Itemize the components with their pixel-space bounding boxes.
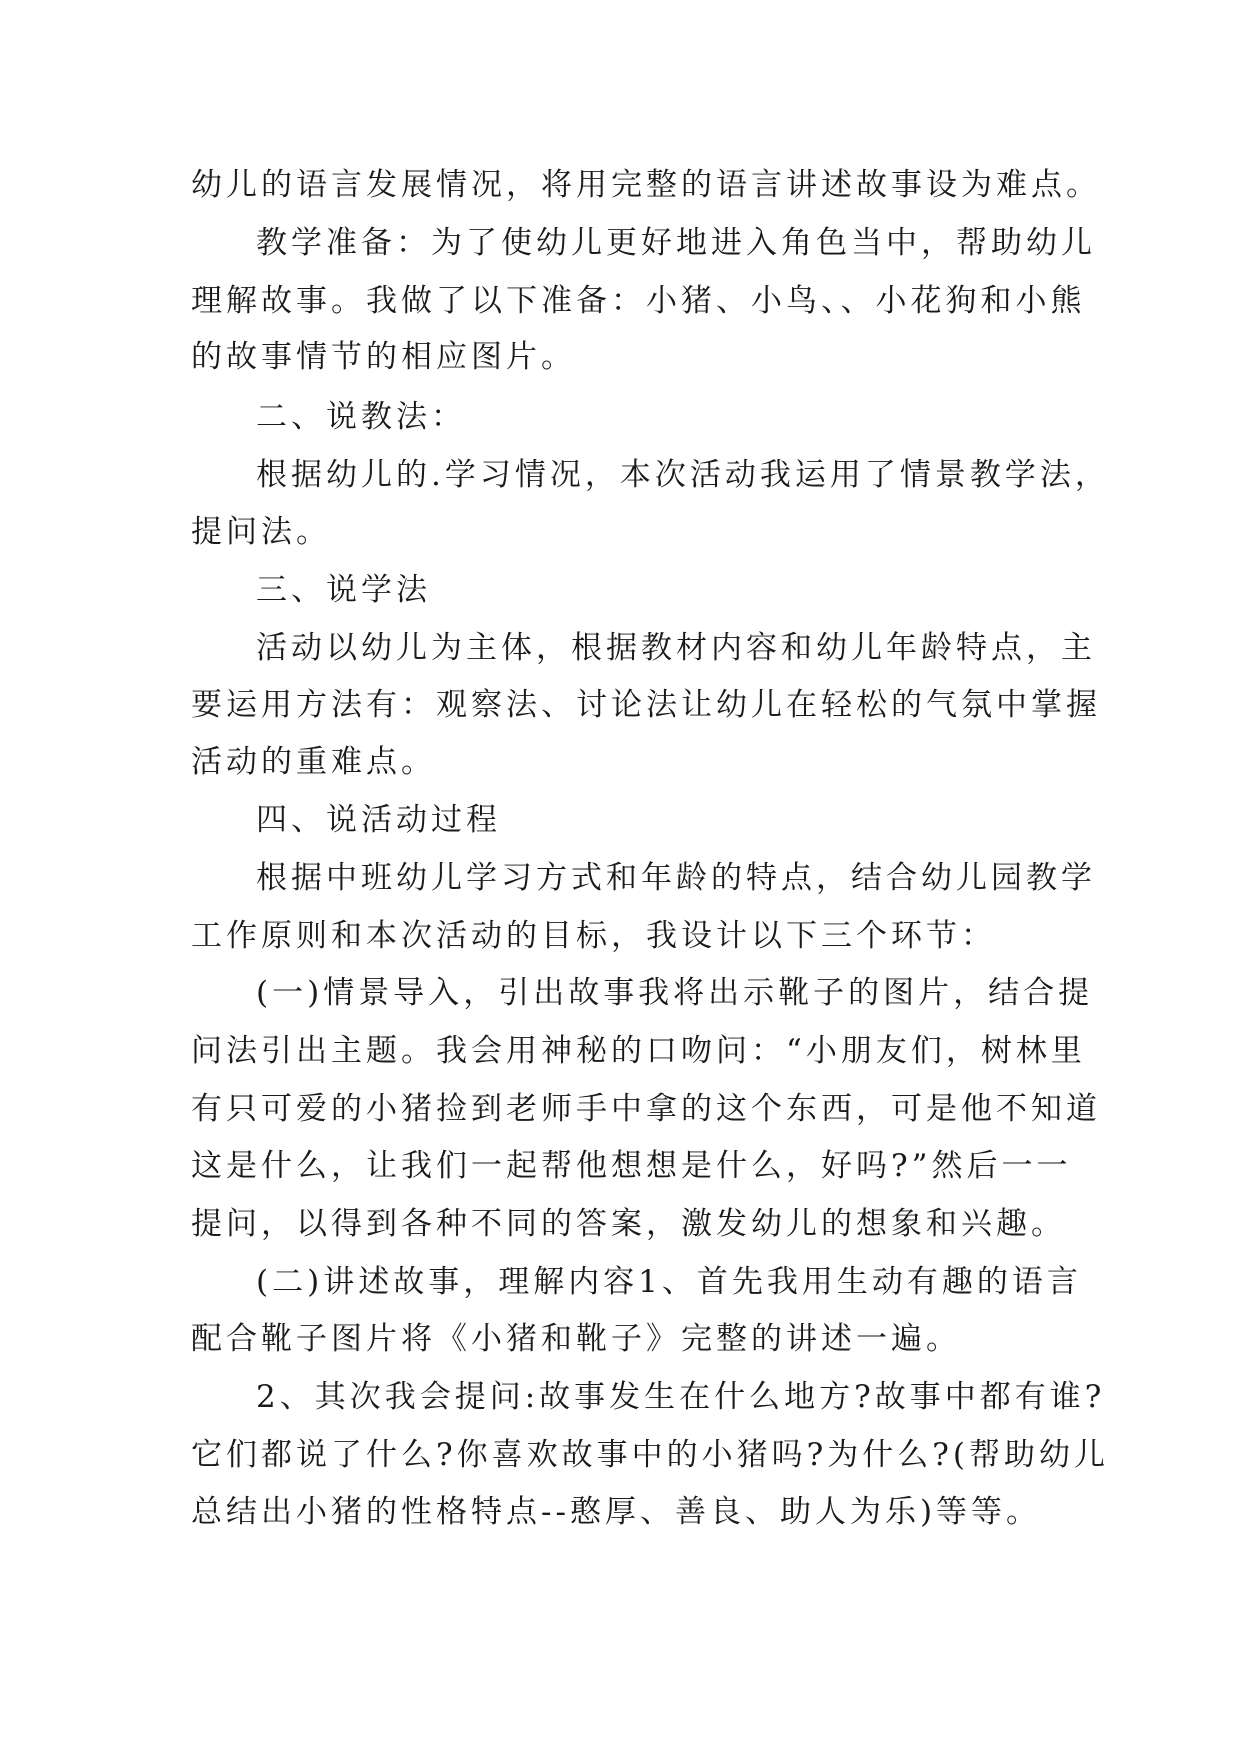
text-line: 提问，以得到各种不同的答案，激发幼儿的想象和兴趣。 (191, 1206, 1066, 1242)
section-heading: 四、说活动过程 (256, 802, 501, 838)
text-line: (一)情景导入，引出故事我将出示靴子的图片，结合提 (256, 975, 1094, 1011)
text-line: 它们都说了什么?你喜欢故事中的小猪吗?为什么?(帮助幼儿 (191, 1437, 1109, 1473)
text-line: 要运用方法有：观察法、讨论法让幼儿在轻松的气氛中掌握 (191, 687, 1101, 723)
text-line: (二)讲述故事，理解内容1、首先我用生动有趣的语言 (256, 1264, 1082, 1300)
section-heading: 二、说教法： (256, 399, 466, 435)
text-line: 总结出小猪的性格特点--憨厚、善良、助人为乐)等等。 (191, 1494, 1042, 1530)
text-line: 根据中班幼儿学习方式和年龄的特点，结合幼儿园教学 (256, 860, 1096, 896)
text-line: 的故事情节的相应图片。 (191, 339, 576, 375)
text-line: 问法引出主题。我会用神秘的口吻问：“小朋友们，树林里 (191, 1033, 1086, 1069)
text-line: 活动以幼儿为主体，根据教材内容和幼儿年龄特点，主 (256, 630, 1096, 666)
text-line: 提问法。 (191, 514, 331, 550)
text-line: 2、其次我会提问:故事发生在什么地方?故事中都有谁? (256, 1379, 1106, 1415)
text-line: 活动的重难点。 (191, 744, 436, 780)
section-heading: 三、说学法 (256, 572, 431, 608)
text-line: 根据幼儿的.学习情况，本次活动我运用了情景教学法， (256, 457, 1110, 493)
text-line: 理解故事。我做了以下准备：小猪、小鸟、、小花狗和小熊 (191, 283, 1086, 319)
text-line: 工作原则和本次活动的目标，我设计以下三个环节： (191, 918, 996, 954)
text-line: 幼儿的语言发展情况，将用完整的语言讲述故事设为难点。 (191, 167, 1101, 203)
text-line: 配合靴子图片将《小猪和靴子》完整的讲述一遍。 (191, 1321, 961, 1357)
text-line: 教学准备：为了使幼儿更好地进入角色当中，帮助幼儿 (256, 225, 1096, 261)
text-line: 有只可爱的小猪捡到老师手中拿的这个东西，可是他不知道 (191, 1091, 1101, 1127)
text-line: 这是什么，让我们一起帮他想想是什么，好吗?”然后一一 (191, 1148, 1072, 1184)
